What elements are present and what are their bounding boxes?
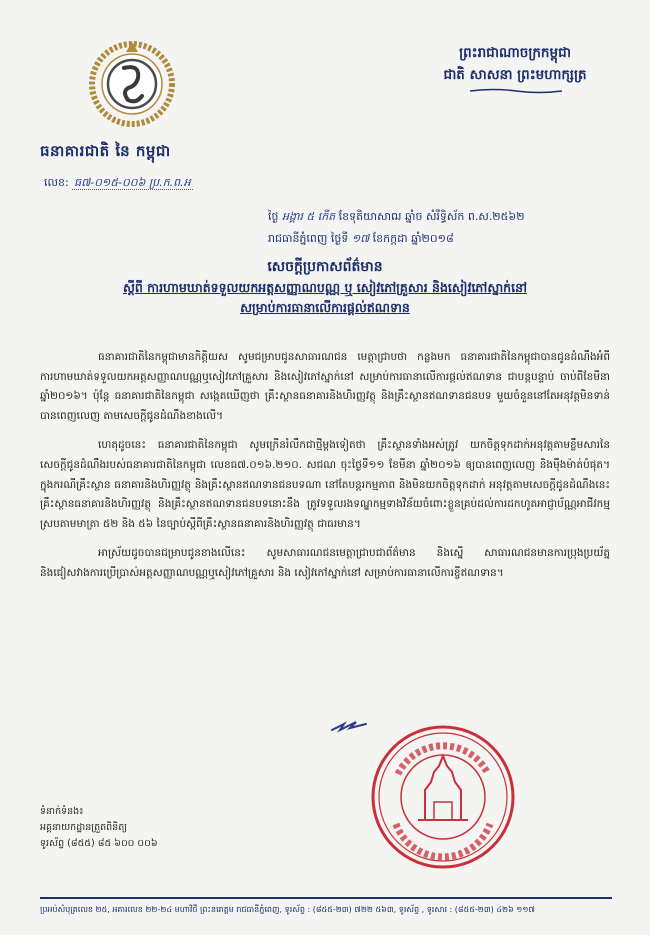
body-paragraph-3: អាស្រ័យដូចបានជម្រាបជូនខាងលើនេះ សូមសាធារណជនមេត្តាជ្រាបជាព័ត៌មាន និងស្នើ សាធារណជនមានការប្រុងប្រយ័ត្ន និងជៀសវាងការប្រើប្រាស់អត្តសញ្ញាណបណ្ណឬសៀវភៅគ្រួសារ និង សៀវភៅស្នាក់នៅ សម្រាប់ការធានាលើការខ្ចីឥណទាន។	[40, 547, 610, 579]
solar-date	[268, 228, 608, 250]
motto-ornament-icon	[470, 88, 562, 94]
solar-date-handwritten: ១៧	[351, 232, 370, 245]
kingdom-name: ព្រះរាជាណាចក្រកម្ពុជា	[459, 45, 571, 61]
footer-address: ប្រអប់សំបុត្រលេខ ២៥, អគារលេខ ២២-២៤ មហាវិថី ព្រះនរោត្តម រាជធានីភ្នំពេញ, ទូរស័ព្ទ : (៨៥៥-២៣) ៧២២ ៥៦៣, ទូរស័ព្ទ , ទូរសារ : (៨៥៥-២៣) ៤២៦ ១១៧	[40, 905, 535, 914]
footer-divider	[40, 897, 612, 899]
body-paragraph-1: ធនាគារជាតិនៃកម្ពុជាមានកិត្តិយស សូមជម្រាបជូនសាធារណជន មេត្តាជ្រាបថា កន្លងមក ធនាគារជាតិនៃកម្ពុជាបានជូនដំណឹងអំពីការហាមឃាត់ទទួលយកអត្តសញ្ញាណបណ្ណឬសៀវភៅគ្រួសារ និងសៀវភៅស្នាក់នៅ សម្រាប់ការធានាលើការផ្តល់ឥណទាន ជាបន្តបន្ទាប់ ចាប់ពីខែមីនា ឆ្នាំ២០១៦។ ប៉ុន្តែ ធនាគារជាតិនៃកម្ពុជា សង្កេតឃើញថា គ្រឹះស្ថានធនាគារនិងហិរញ្ញវត្ថុ និងគ្រឹះស្ថានឥណទានជនបទ មួយចំនួននៅតែអនុវត្តមិនទាន់បានពេញលេញ តាមសេចក្តីជូនដំណឹងខាងលើ។	[40, 351, 610, 422]
date-block	[268, 206, 608, 250]
title-subject-line-2: សម្រាប់ការធានាលើការផ្តល់ឥណទាន	[240, 300, 410, 315]
national-motto: ជាតិ សាសនា ព្រះមហាក្សត្រ	[443, 67, 587, 83]
contact-department: អគ្គនាយកដ្ឋានត្រួតពិនិត្យ	[40, 822, 128, 833]
reference-line	[44, 176, 284, 192]
announcement-title	[40, 256, 610, 318]
official-stamp-icon	[368, 722, 518, 872]
contact-block	[40, 804, 280, 852]
body-paragraph-2: ហេតុដូចនេះ ធនាគារជាតិនៃកម្ពុជា សូមក្រើនរំលឹកជាថ្មីម្តងទៀតថា គ្រឹះស្ថានទាំងអស់ត្រូវ យកចិត្តទុកដាក់អនុវត្តតាមខ្លឹមសារនៃសេចក្តីជូនដំណឹងរបស់ធនាគារជាតិនៃកម្ពុជា លេខធ៧.០១៦.២១០. សជណ ចុះថ្ងៃទី១១ ខែមីនា ឆ្នាំ២០១៦ ឲ្យបានពេញលេញ និងម៉ឺងម៉ាត់បំផុត។ ក្នុងករណីគ្រឹះស្ថាន ធនាគារនិងហិរញ្ញវត្ថុ និងគ្រឹះស្ថានឥណទានជនបទណា នៅតែបន្តរកម្មភាព និងមិនយកចិត្តទុកដាក់ អនុវត្តតាមសេចក្តីជូនដំណឹងនេះ គ្រឹះស្ថានធនាគារនិងហិរញ្ញវត្ថុ និងគ្រឹះស្ថានឥណទានជនបទនោះនឹង ត្រូវទទួលរងទណ្ឌកម្មទាងវិន័យចំពោះខ្លួនគ្រប់ដល់ការដកហូតអាជ្ញាប័ណ្ណអាជីវកម្មស្របតាមមាត្រា ៥២ និង ៥៦ នៃច្បាប់ស្តីពីគ្រឹះស្ថានធនាគារនិងហិរញ្ញវត្ថុ ជាធរមាន។	[40, 439, 610, 530]
title-main: សេចក្តីប្រកាសព័ត៌មាន	[267, 259, 383, 275]
contact-label: ទំនាក់ទំនង៖	[40, 806, 84, 817]
lunar-date-rest: ខែទុតិយាសាឍ ឆ្នាំច សំរឹទ្ធិស័ក ព.ស.២៥៦២	[338, 210, 525, 223]
bank-name: ធនាគារជាតិ នៃ កម្ពុជា	[40, 142, 171, 160]
lunar-date-prefix: ថ្ងៃ	[268, 210, 279, 223]
bank-emblem-icon	[86, 38, 178, 130]
solar-date-prefix: រាជធានីភ្នំពេញ ថ្ងៃទី	[268, 232, 349, 245]
reference-prefix: លេខ:	[44, 176, 69, 189]
reference-number: ធ៧-០១៥-០០៦ ប្រ.ក.ព.អ	[74, 176, 191, 189]
lunar-date-handwritten: អង្គារ ៥ កើត	[281, 210, 336, 223]
announcement-body	[40, 348, 610, 594]
solar-date-rest: ខែកក្កដា ឆ្នាំ២០១៨	[372, 232, 454, 245]
contact-phone: ទូរស័ព្ទ (៨៥៥) ៨៥ ៦០០ ០០៦	[40, 838, 158, 849]
signature-mark-icon	[330, 718, 370, 734]
title-subject-line-1: ស្តីពី ការហាមឃាត់ទទួលយកអត្តសញ្ញាណបណ្ណ ឬ សៀវភៅគ្រួសារ និងសៀវភៅស្នាក់នៅ	[122, 280, 527, 295]
lunar-date	[268, 206, 608, 228]
kingdom-motto	[420, 42, 610, 86]
